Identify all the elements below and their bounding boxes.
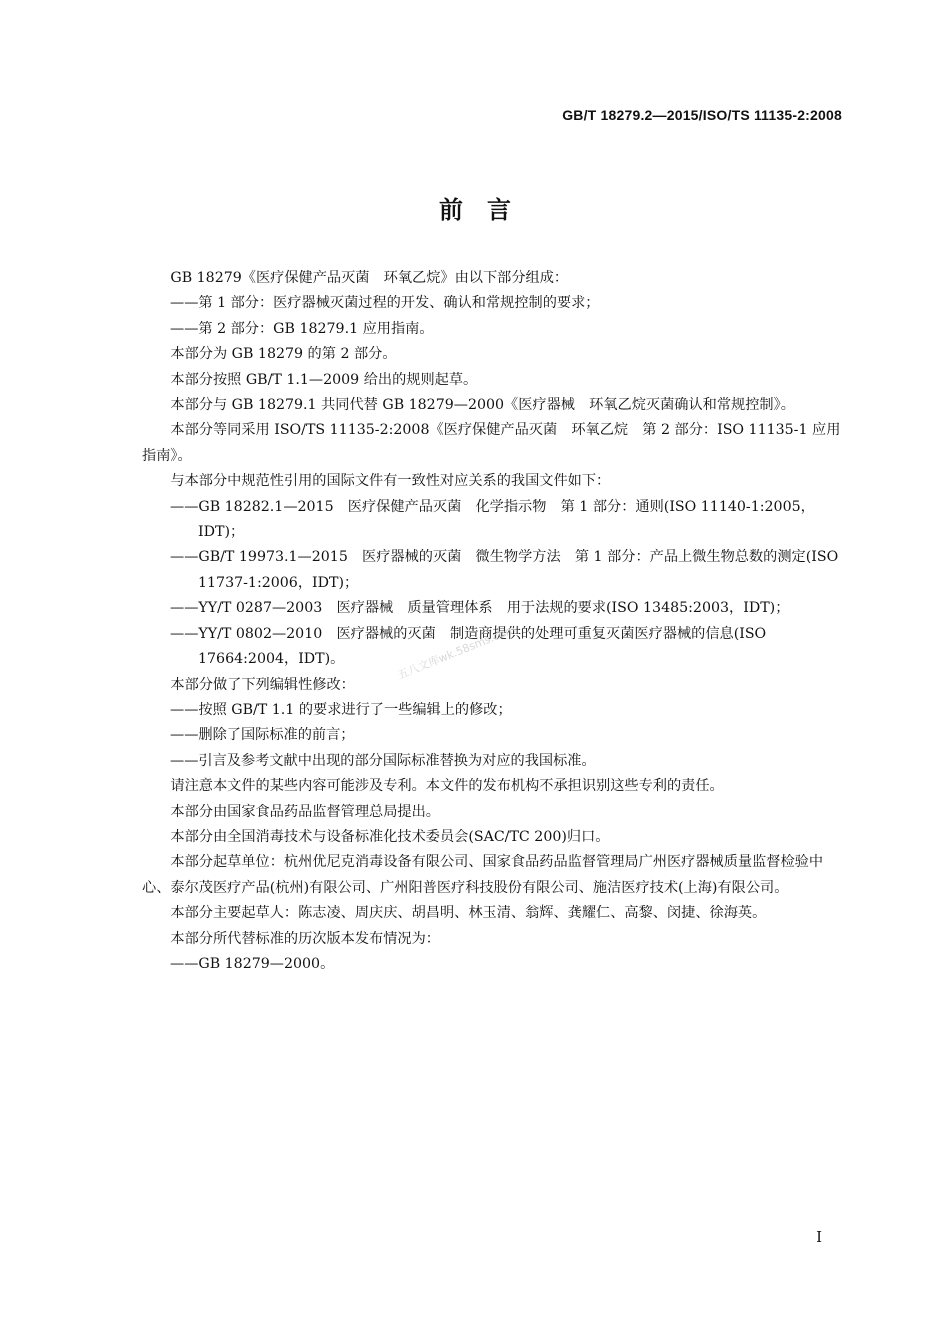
list-item: ——引言及参考文献中出现的部分国际标准替换为对应的我国标准。 <box>170 752 596 769</box>
paragraph: 本部分主要起草人：陈志凌、周庆庆、胡昌明、林玉清、翁辉、龚耀仁、高黎、闵捷、徐海英。 <box>170 905 767 922</box>
list-item: ——删除了国际标准的前言； <box>170 727 355 744</box>
paragraph: 本部分起草单位：杭州优尼克消毒设备有限公司、国家食品药品监督管理局广州医疗器械质量监督检验中心、泰尔茂医疗产品(杭州)有限公司、广州阳普医疗科技股份有限公司、施洁医疗技术(上海)有限公司。 <box>142 854 824 896</box>
paragraph: 本部分按照 GB/T 1.1—2009 给出的规则起草。 <box>170 371 478 388</box>
foreword-body <box>142 266 845 977</box>
list-item: ——第 2 部分：GB 18279.1 应用指南。 <box>170 320 434 337</box>
paragraph: 本部分由国家食品药品监督管理总局提出。 <box>170 803 440 820</box>
paragraph: 本部分由全国消毒技术与设备标准化技术委员会(SAC/TC 200)归口。 <box>170 828 610 845</box>
standard-number-header: GB/T 18279.2—2015/ISO/TS 11135-2:2008 <box>562 107 842 123</box>
paragraph: 本部分为 GB 18279 的第 2 部分。 <box>170 346 397 363</box>
paragraph: 与本部分中规范性引用的国际文件有一致性对应关系的我国文件如下： <box>170 473 611 490</box>
list-item: ——GB 18282.1—2015 医疗保健产品灭菌 化学指示物 第 1 部分：通则(ISO 11140-1:2005，IDT)； <box>170 498 815 541</box>
list-item: ——YY/T 0287—2003 医疗器械 质量管理体系 用于法规的要求(ISO 13485:2003，IDT)； <box>170 600 790 617</box>
list-item: ——GB 18279—2000。 <box>170 955 335 972</box>
paragraph: 本部分等同采用 ISO/TS 11135-2:2008《医疗保健产品灭菌 环氧乙烷 第 2 部分：ISO 11135-1 应用指南》。 <box>142 422 841 464</box>
list-item: ——按照 GB/T 1.1 的要求进行了一些编辑上的修改； <box>170 701 512 718</box>
paragraph: 本部分与 GB 18279.1 共同代替 GB 18279—2000《医疗器械 环氧乙烷灭菌确认和常规控制》。 <box>170 397 795 414</box>
watermark: 五八文库wk.58sms.com <box>395 622 518 682</box>
paragraph: 本部分做了下列编辑性修改： <box>170 676 355 693</box>
paragraph: 请注意本文件的某些内容可能涉及专利。本文件的发布机构不承担识别这些专利的责任。 <box>170 778 724 795</box>
list-item: ——YY/T 0802—2010 医疗器械的灭菌 制造商提供的处理可重复灭菌医疗器械的信息(ISO 17664:2004，IDT)。 <box>170 625 767 668</box>
list-item: ——第 1 部分：医疗器械灭菌过程的开发、确认和常规控制的要求； <box>170 295 600 312</box>
paragraph: GB 18279《医疗保健产品灭菌 环氧乙烷》由以下部分组成： <box>170 270 569 286</box>
paragraph: 本部分所代替标准的历次版本发布情况为： <box>170 930 440 947</box>
page-number: I <box>816 1228 822 1246</box>
list-item: ——GB/T 19973.1—2015 医疗器械的灭菌 微生物学方法 第 1 部分：产品上微生物总数的测定(ISO 11737-1:2006，IDT)； <box>170 549 839 591</box>
page-title: 前 言 <box>439 196 511 224</box>
